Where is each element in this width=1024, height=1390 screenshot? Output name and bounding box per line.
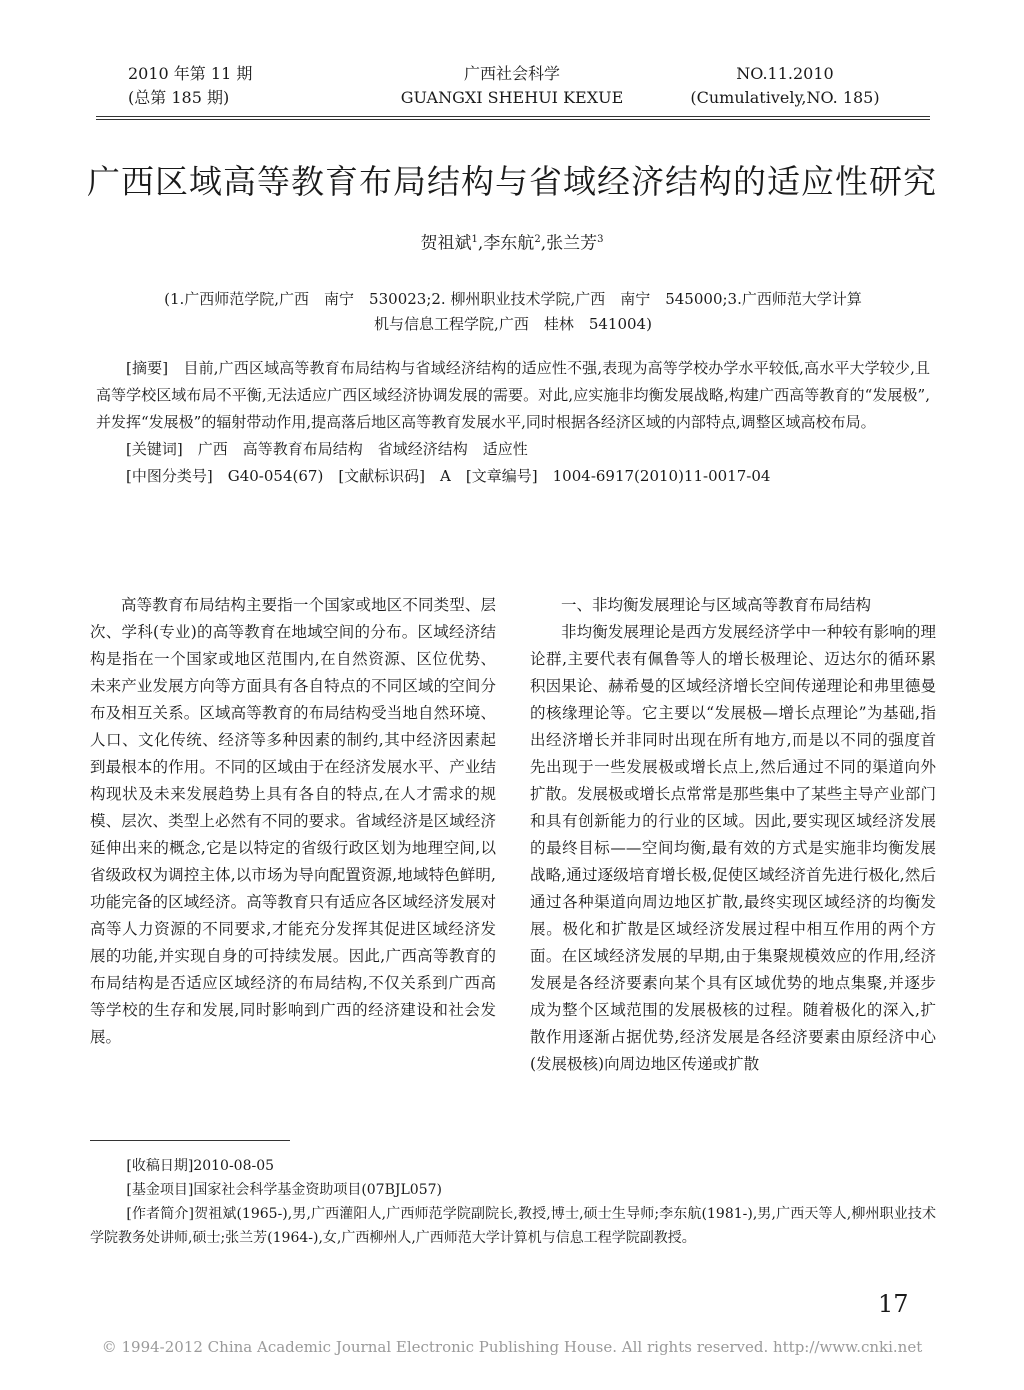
abstract (96, 355, 930, 436)
footnotes (90, 1154, 936, 1250)
abstract-label: [摘要] (126, 359, 169, 377)
clc-code: G40-054(67) (227, 467, 324, 485)
author-name: 张兰芳 (546, 233, 598, 254)
journal-issue-info-en (670, 62, 900, 110)
affiliation-mark: 1 (471, 234, 478, 245)
journal-name-en: GUANGXI SHEHUI KEXUE (400, 88, 624, 107)
journal-name (362, 62, 662, 110)
footnote-rule (90, 1140, 290, 1141)
article-no-label: [文章编号] (465, 467, 538, 485)
page-number: 17 (878, 1290, 909, 1318)
author-list: 贺祖斌$^1$,李东航$^2$,张兰芳$^3$ (420, 233, 604, 254)
cumulative-issue: (总第 185 期) (128, 88, 230, 107)
affiliation-line: (1.广西师范学院,广西 南宁 530023;2. 柳州职业技术学院,广西 南宁 545000;3.广西师范大学计算 (164, 290, 862, 308)
affiliation-mark: 3 (597, 234, 604, 245)
affiliation-line: 机与信息工程学院,广西 桂林 541004) (374, 315, 652, 333)
header-rule-top (96, 116, 930, 117)
affiliations (96, 287, 930, 337)
copyright-watermark: © 1994-2012 China Academic Journal Electronic Publishing House. All rights reserved. http://www.cnki.net (101, 1338, 923, 1356)
section-heading: 一、非均衡发展理论与区域高等教育布局结构 (561, 596, 872, 614)
clc-label: [中图分类号] (126, 467, 213, 485)
article-title: 广西区域高等教育布局结构与省域经济结构的适应性研究 (87, 162, 937, 201)
keywords (96, 436, 930, 463)
fund-info: [基金项目]国家社会科学基金资助项目(07BJL057) (126, 1182, 442, 1198)
doc-code-label: [文献标识码] (338, 467, 426, 485)
body-column-right (530, 592, 936, 1078)
issue-number-en: NO.11.2010 (736, 64, 834, 83)
journal-name-cn: 广西社会科学 (463, 64, 560, 83)
cumulative-issue-en: (Cumulatively,NO. 185) (690, 88, 880, 107)
received-date: [收稿日期]2010-08-05 (126, 1158, 275, 1174)
author-name: 李东航 (483, 233, 535, 254)
body-column-left (90, 592, 496, 1051)
issue-number: 2010 年第 11 期 (128, 64, 253, 83)
article-no: 1004-6917(2010)11-0017-04 (552, 467, 771, 485)
doc-code: A (440, 467, 451, 485)
author-bio: [作者简介]贺祖斌(1965-),男,广西灌阳人,广西师范学院副院长,教授,博士,硕士生导师;李东航(1981-),男,广西天等人,柳州职业技术学院教务处讲师,硕士;张兰芳(1964-),女,广西柳州人,广西师范大学计算机与信息工程学院副教授。 (90, 1206, 936, 1246)
abstract-block (96, 355, 930, 490)
keywords-text: 广西 高等教育布局结构 省域经济结构 适应性 (197, 440, 528, 458)
author-name: 贺祖斌 (420, 233, 472, 254)
classification (96, 463, 930, 490)
body-paragraph: 非均衡发展理论是西方发展经济学中一种较有影响的理论群,主要代表有佩鲁等人的增长极理论、迈达尔的循环累积因果论、赫希曼的区域经济增长空间传递理论和弗里德曼的核缘理论等。它主要以“发展极—增长点理论”为基础,指出经济增长并非同时出现在所有地方,而是以不同的强度首先出现于一些发展极或增长点上,然后通过不同的渠道向外扩散。发展极或增长点常常是那些集中了某些主导产业部门和具有创新能力的行业的区域。因此,要实现区域经济发展的最终目标——空间均衡,最有效的方式是实施非均衡发展战略,通过逐级培育增长极,促使区域经济首先进行极化,然后通过各种渠道向周边地区扩散,最终实现区域经济的均衡发展。极化和扩散是区域经济发展过程中相互作用的两个方面。在区域经济发展的早期,由于集聚规模效应的作用,经济发展是各经济要素向某个具有区域优势的地点集聚,并逐步成为整个区域范围的发展极核的过程。随着极化的深入,扩散作用逐渐占据优势,经济发展是各经济要素由原经济中心(发展极核)向周边地区传递或扩散 (530, 623, 936, 1073)
abstract-text: 目前,广西区域高等教育布局结构与省域经济结构的适应性不强,表现为高等学校办学水平较低,高水平大学较少,且高等学校区域布局不平衡,无法适应广西区域经济协调发展的需要。对此,应实施非均衡发展战略,构建广西高等教育的“发展极”,并发挥“发展极”的辐射带动作用,提高落后地区高等教育发展水平,同时根据各经济区域的内部特点,调整区域高校布局。 (96, 359, 930, 431)
affiliation-mark: 2 (534, 234, 541, 245)
keywords-label: [关键词] (126, 440, 183, 458)
body-paragraph: 高等教育布局结构主要指一个国家或地区不同类型、层次、学科(专业)的高等教育在地域空间的分布。区域经济结构是指在一个国家或地区范围内,在自然资源、区位优势、未来产业发展方向等方面具有各自特点的不同区域的空间分布及相互关系。区域高等教育的布局结构受当地自然环境、人口、文化传统、经济等多种因素的制约,其中经济因素起到最根本的作用。不同的区域由于在经济发展水平、产业结构现状及未来发展趋势上具有各自的特点,在人才需求的规模、层次、类型上必然有不同的要求。省域经济是区域经济延伸出来的概念,它是以特定的省级行政区划为地理空间,以省级政权为调控主体,以市场为导向配置资源,地域特色鲜明,功能完备的区域经济。高等教育只有适应各区域经济发展对高等人力资源的不同要求,才能充分发挥其促进区域经济发展的功能,并实现自身的可持续发展。因此,广西高等教育的布局结构是否适应区域经济的布局结构,不仅关系到广西高等学校的生存和发展,同时影响到广西的经济建设和社会发展。 (90, 596, 496, 1046)
header-rule-bottom (96, 119, 930, 120)
